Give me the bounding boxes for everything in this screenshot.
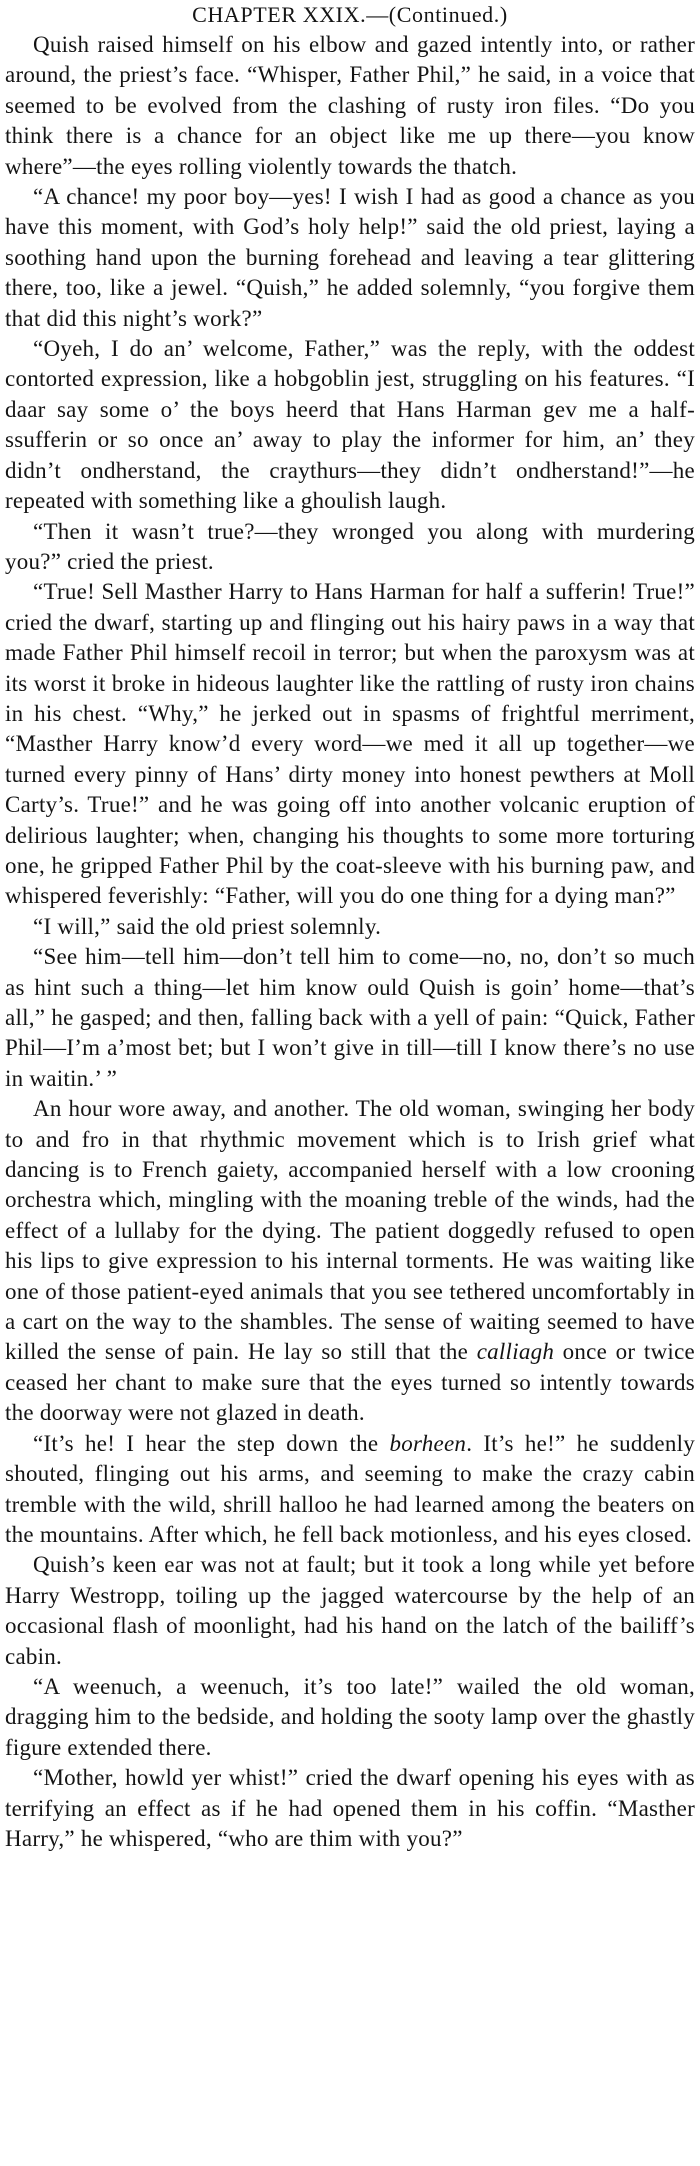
text-run: Quish’s keen ear was not at fault; but it took a long while yet before Harry Westropp, toiling up the jagged watercourse by the help of an occasional flash of moonlight, had his hand on the latch of the bailiff’s cabin. [5,1552,695,1669]
text-run: “A weenuch, a weenuch, it’s too late!” wailed the old woman, dragging him to the bedside, and holding the sooty lamp over the ghastly figure extended there. [5,1673,695,1760]
italic-word: borheen [389,1430,467,1456]
paragraph [5,1550,695,1672]
text-run: “It’s he! I hear the step down the [33,1430,390,1456]
paragraph [5,182,695,334]
paragraph [5,30,695,182]
text-run: . It’s he!” he suddenly shouted, flinging out his arms, and seeming to make the crazy cabin tremble with the wild, shrill halloo he had learned among the beaters on the mountains. After which, he fell back motionless, and his eyes closed. [5,1430,695,1547]
chapter-heading: CHAPTER XXIX.—(Continued.) [192,2,508,27]
paragraph [5,1094,695,1428]
italic-word: calliagh [476,1339,555,1365]
text-run: “True! Sell Masther Harry to Hans Harman for half a sufferin! True!” cried the dwarf, starting up and flinging out his hairy paws in a way that made Father Phil himself recoil in terror; but when the paroxysm was at its worst it broke in hideous laughter like the rattling of rusty iron chains in his chest. “Why,” he jerked out in spasms of frightful merriment, “Masther Harry know’d every word—we med it all up together—we turned every pinny of Hans’ dirty money into honest pewthers at Moll Carty’s. True!” and he was going off into another volcanic eruption of delirious laughter; when, changing his thoughts to some more torturing one, he gripped Father Phil by the coat-sleeve with his burning paw, and whispered feverishly: “Father, will you do one thing for a dying man?” [5,579,695,909]
text-run: once or twice ceased her chant to make sure that the eyes turned so intently towards the doorway were not glazed in death. [5,1339,695,1426]
text-run: “I will,” said the old priest solemnly. [33,913,382,939]
text-run: “Oyeh, I do an’ welcome, Father,” was the reply, with the oddest contorted expression, like a hobgoblin jest, struggling on his features. “I daar say some o’ the boys heerd that Hans Harman gev me a half-ssufferin or so once an’ away to play the informer for him, an’ they didn’t ondherstand, the craythurs—they didn’t ondherstand!”—he repeated with something like a ghoulish laugh. [5,336,695,514]
paragraph [5,1763,695,1854]
text-run: “Then it wasn’t true?—they wronged you along with murdering you?” cried the priest. [5,518,695,574]
text-run: “A chance! my poor boy—yes! I wish I had as good a chance as you have this moment, with God’s holy help!” said the old priest, laying a soothing hand upon the burning forehead and leaving a tear glittering there, too, like a jewel. “Quish,” he added solemnly, “you forgive them that did this night’s work?” [5,184,695,331]
paragraph [5,517,695,578]
text-run: An hour wore away, and another. The old woman, swinging her body to and fro in that rhythmic movement which is to Irish grief what dancing is to French gaiety, accompanied herself with a low crooning orchestra which, mingling with the moaning treble of the winds, had the effect of a lullaby for the dying. The patient doggedly refused to open his lips to give expression to his internal torments. He was waiting like one of those patient-eyed animals that you see tethered uncomfortably in a cart on the way to the shambles. The sense of waiting seemed to have killed the sense of pain. He lay so still that the [5,1096,695,1365]
paragraph [5,912,695,942]
paragraph [5,1672,695,1763]
text-run: “See him—tell him—don’t tell him to come—no, no, don’t so much as hint such a thing—let him know ould Quish is goin’ home—that’s all,” he gasped; and then, falling back with a yell of pain: “Quick, Father Phil—I’m a’most bet; but I won’t give in till—till I know there’s no use in waitin.’ ” [5,944,695,1091]
text-run: “Mother, howld yer whist!” cried the dwarf opening his eyes with as terrifying an effect as if he had opened them in his coffin. “Masther Harry,” he whispered, “who are thim with you?” [5,1765,695,1851]
text-run: Quish raised himself on his elbow and gazed intently into, or rather around, the priest’s face. “Whisper, Father Phil,” he said, in a voice that seemed to be evolved from the clashing of rusty iron files. “Do you think there is a chance for an object like me up there—you know where”—the eyes rolling violently towards the thatch. [5,32,695,179]
paragraph [5,942,695,1094]
paragraph [5,1429,695,1551]
paragraph [5,577,695,911]
paragraph [5,334,695,516]
chapter-body [5,30,695,1854]
